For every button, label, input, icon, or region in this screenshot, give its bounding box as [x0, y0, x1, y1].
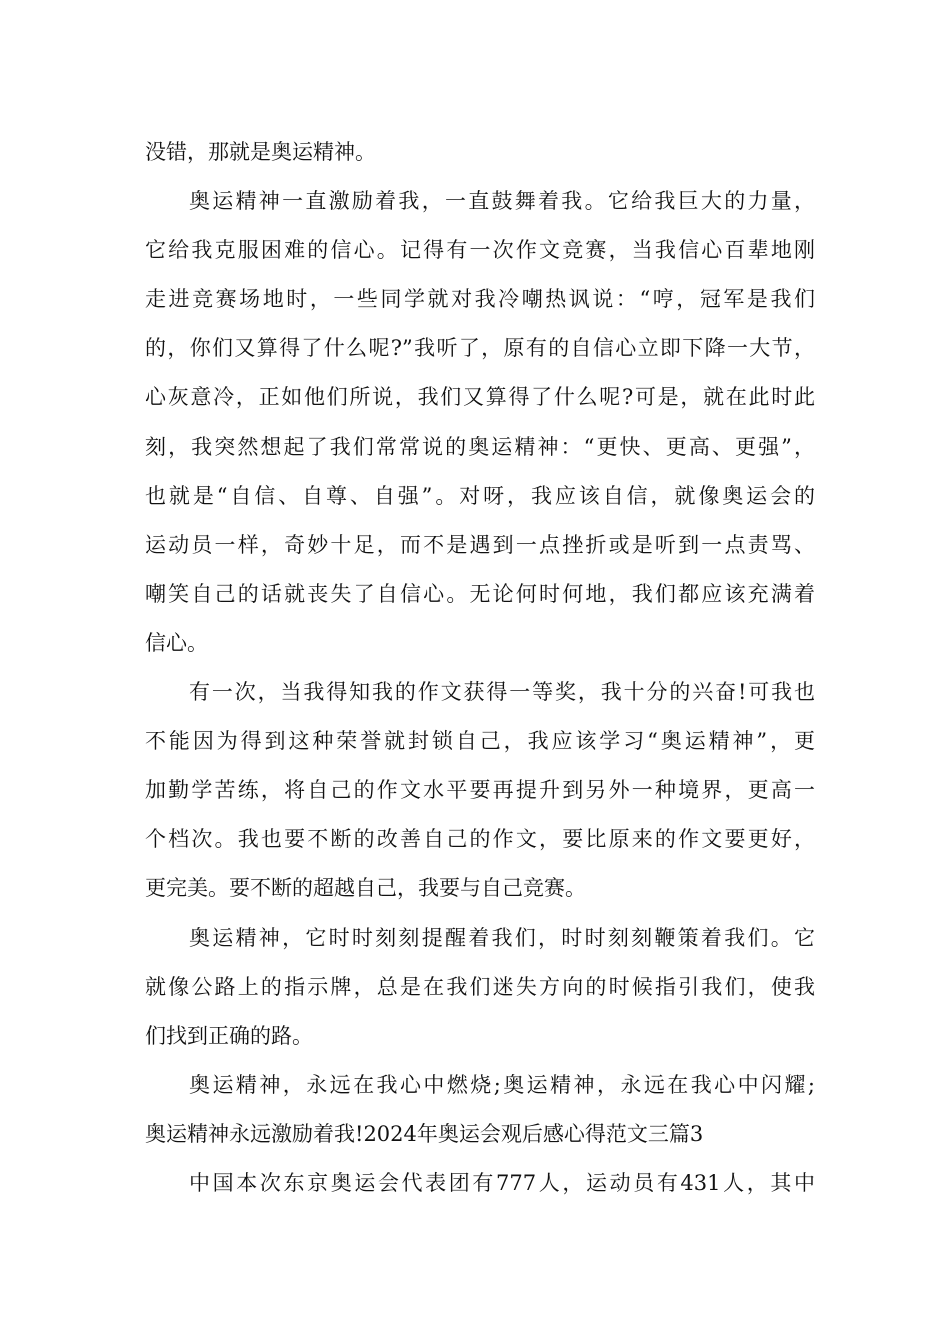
text-line: 奥运精神一直激励着我，一直鼓舞着我。它给我巨大的力量， — [189, 189, 815, 214]
text-line: 加勤学苦练，将自己的作文水平要再提升到另外一种境界，更高一 — [145, 778, 815, 803]
text-line: 中国本次东京奥运会代表团有777人，运动员有431人，其中 — [189, 1170, 815, 1195]
text-line: 奥运精神，永远在我心中燃烧;奥运精神，永远在我心中闪耀; — [189, 1072, 815, 1097]
text-line: 们找到正确的路。 — [145, 1023, 313, 1048]
text-line: 奥运精神，它时时刻刻提醒着我们，时时刻刻鞭策着我们。它 — [189, 925, 815, 950]
text-line: 也就是“自信、自尊、自强”。对呀，我应该自信，就像奥运会的 — [145, 483, 815, 508]
text-line: 奥运精神永远激励着我!2024年奥运会观后感心得范文三篇3 — [145, 1121, 704, 1146]
text-line: 走进竞赛场地时，一些同学就对我冷嘲热讽说：“哼，冠军是我们 — [145, 287, 815, 312]
text-line: 运动员一样，奇妙十足，而不是遇到一点挫折或是听到一点责骂、 — [145, 532, 815, 557]
text-line: 信心。 — [145, 630, 208, 655]
text-line: 的，你们又算得了什么呢?”我听了，原有的自信心立即下降一大节， — [145, 336, 815, 361]
document-body — [145, 128, 815, 1208]
text-line: 个档次。我也要不断的改善自己的作文，要比原来的作文要更好， — [145, 827, 815, 852]
text-line: 就像公路上的指示牌，总是在我们迷失方向的时候指引我们，使我 — [145, 974, 815, 999]
text-line: 心灰意冷，正如他们所说，我们又算得了什么呢?可是，就在此时此 — [145, 385, 815, 410]
text-line: 更完美。要不断的超越自己，我要与自己竞赛。 — [145, 876, 586, 901]
text-line: 刻，我突然想起了我们常常说的奥运精神：“更快、更高、更强”， — [145, 434, 815, 459]
text-line: 它给我克服困难的信心。记得有一次作文竞赛，当我信心百辈地刚 — [145, 238, 815, 263]
text-line: 有一次，当我得知我的作文获得一等奖，我十分的兴奋!可我也 — [189, 680, 815, 705]
text-line: 没错，那就是奥运精神。 — [145, 140, 376, 164]
text-line: 嘲笑自己的话就丧失了自信心。无论何时何地，我们都应该充满着 — [145, 581, 815, 606]
text-line: 不能因为得到这种荣誉就封锁自己，我应该学习“奥运精神”，更 — [145, 729, 815, 754]
